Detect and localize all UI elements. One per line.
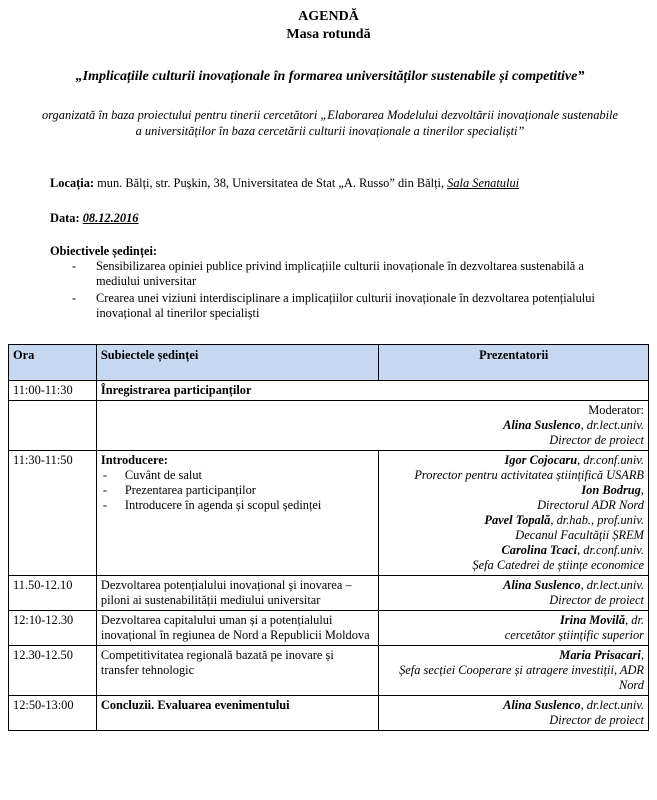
date-line	[50, 211, 650, 226]
presenter-role: Prorector pentru activitatea științifică USARB	[414, 468, 644, 482]
row-time: 12:10-12.30	[9, 611, 97, 646]
table-row	[9, 696, 649, 731]
row-presenters: Irina Movilă, dr. cercetător științific superior	[379, 611, 649, 646]
table-row	[9, 576, 649, 611]
presenter-name: Igor Cojocaru	[504, 453, 578, 467]
presenter-name: Irina Movilă	[559, 613, 626, 627]
row-presenters: Igor Cojocaru, dr.conf.univ. Prorector pentru activitatea științifică USARB Ion Bodrug, Directorul ADR Nord Pavel Topală, dr.hab., prof.univ. Decanul Facultății ȘREM Carolina Tcaci, dr.conf.univ. Șefa Catedrei de științe economice	[379, 451, 649, 576]
presenter-role: Director de proiect	[549, 713, 644, 727]
location-room: Sala Senatului	[447, 176, 520, 190]
row-time: 11:30-11:50	[9, 451, 97, 576]
presenter-name: Carolina Tcaci	[501, 543, 578, 557]
presenter-name: Pavel Topală	[484, 513, 551, 527]
presenter-name: Alina Suslenco	[503, 698, 581, 712]
presenter-role: Director de proiect	[549, 593, 644, 607]
row-subject: Dezvoltarea potențialului inovațional și inovarea – piloni ai sustenabilității mediului universitar	[96, 576, 379, 611]
row-subject: Dezvoltarea capitalului uman și a potențialului inovațional în regiunea de Nord a Republicii Moldova	[96, 611, 379, 646]
header-time: Ora	[9, 345, 97, 381]
presenter-role: Director de proiect	[549, 433, 644, 447]
objectives-label: Obiectivele ședinței:	[50, 244, 158, 258]
objectives-list	[50, 259, 630, 323]
table-row	[9, 381, 649, 401]
presenter-name: Ion Bodrug	[581, 483, 641, 497]
list-item: - Prezentarea participanților	[102, 483, 256, 497]
agenda-heading: AGENDĂ	[298, 9, 359, 24]
row-moderator: Moderator: Alina Suslenco, dr.lect.univ. Director de proiect	[96, 401, 648, 451]
row-time: 12:50-13:00	[9, 696, 97, 731]
row-time: 11.50-12.10	[9, 576, 97, 611]
header-subjects: Subiectele ședinței	[96, 345, 379, 381]
objective-item: - Crearea unei viziuni interdisciplinare a implicațiilor culturii inovaționale în dezvoltarea potențialului inovațional al tinerilor specialiști	[72, 291, 595, 320]
row-subject: Înregistrarea participanților	[96, 381, 648, 401]
presenter-role: cercetător științific superior	[504, 628, 644, 642]
table-row	[9, 611, 649, 646]
row-time: 11:00-11:30	[9, 381, 97, 401]
location-text: mun. Bălți, str. Pușkin, 38, Universitatea de Stat „A. Russo” din Bălți,	[94, 176, 448, 190]
location-label: Locația:	[50, 176, 95, 190]
event-subtitle: organizată în baza proiectului pentru tinerii cercetători „Elaborarea Modelului dezvoltării inovaționale sustenabile a universităților în baza cercetării culturii inovaționale a tinerilor specialiști”	[42, 108, 618, 138]
row-presenters: Maria Prisacari, Șefa secției Cooperare și atragere investiții, ADR Nord	[379, 646, 649, 696]
presenter-role: Directorul ADR Nord	[537, 498, 644, 512]
row-subject: Concluzii. Evaluarea evenimentului	[96, 696, 379, 731]
row-time-empty	[9, 401, 97, 451]
row-subject: Introducere: - Cuvânt de salut - Prezentarea participanților - Introducere în agenda și scopul ședinței	[96, 451, 379, 576]
table-row	[9, 646, 649, 696]
presenter-role: Șefa secției Cooperare și atragere investiții, ADR Nord	[399, 663, 644, 692]
table-row	[9, 451, 649, 576]
presenter-role: Decanul Facultății ȘREM	[515, 528, 644, 542]
objective-item: - Sensibilizarea opiniei publice privind implicațiile culturii inovaționale în dezvoltarea sustenabilă a mediului universitar	[72, 259, 584, 288]
agenda-table	[8, 344, 649, 731]
row-presenters: Alina Suslenco, dr.lect.univ. Director de proiect	[379, 696, 649, 731]
presenter-name: Alina Suslenco	[503, 418, 581, 432]
header-presenters: Prezentatorii	[379, 345, 649, 381]
location-line	[50, 176, 650, 191]
row-time: 12.30-12.50	[9, 646, 97, 696]
moderator-label: Moderator:	[588, 403, 644, 417]
list-item: - Introducere în agenda și scopul ședinței	[102, 498, 322, 512]
event-type-heading: Masa rotundă	[286, 27, 371, 42]
table-header-row	[9, 345, 649, 381]
presenter-role: Șefa Catedrei de științe economice	[472, 558, 644, 572]
intro-items	[101, 468, 375, 513]
event-title: „Implicațiile culturii inovaționale în formarea universităților sustenabile și competitive”	[75, 69, 585, 84]
presenter-name: Maria Prisacari	[559, 648, 641, 662]
table-row	[9, 401, 649, 451]
date-label: Data:	[50, 211, 83, 225]
date-value: 08.12.2016	[82, 211, 139, 225]
list-item: - Cuvânt de salut	[102, 468, 202, 482]
presenter-name: Alina Suslenco	[503, 578, 581, 592]
row-presenters: Alina Suslenco, dr.lect.univ. Director de proiect	[379, 576, 649, 611]
row-subject: Competitivitatea regională bazată pe inovare și transfer tehnologic	[96, 646, 379, 696]
